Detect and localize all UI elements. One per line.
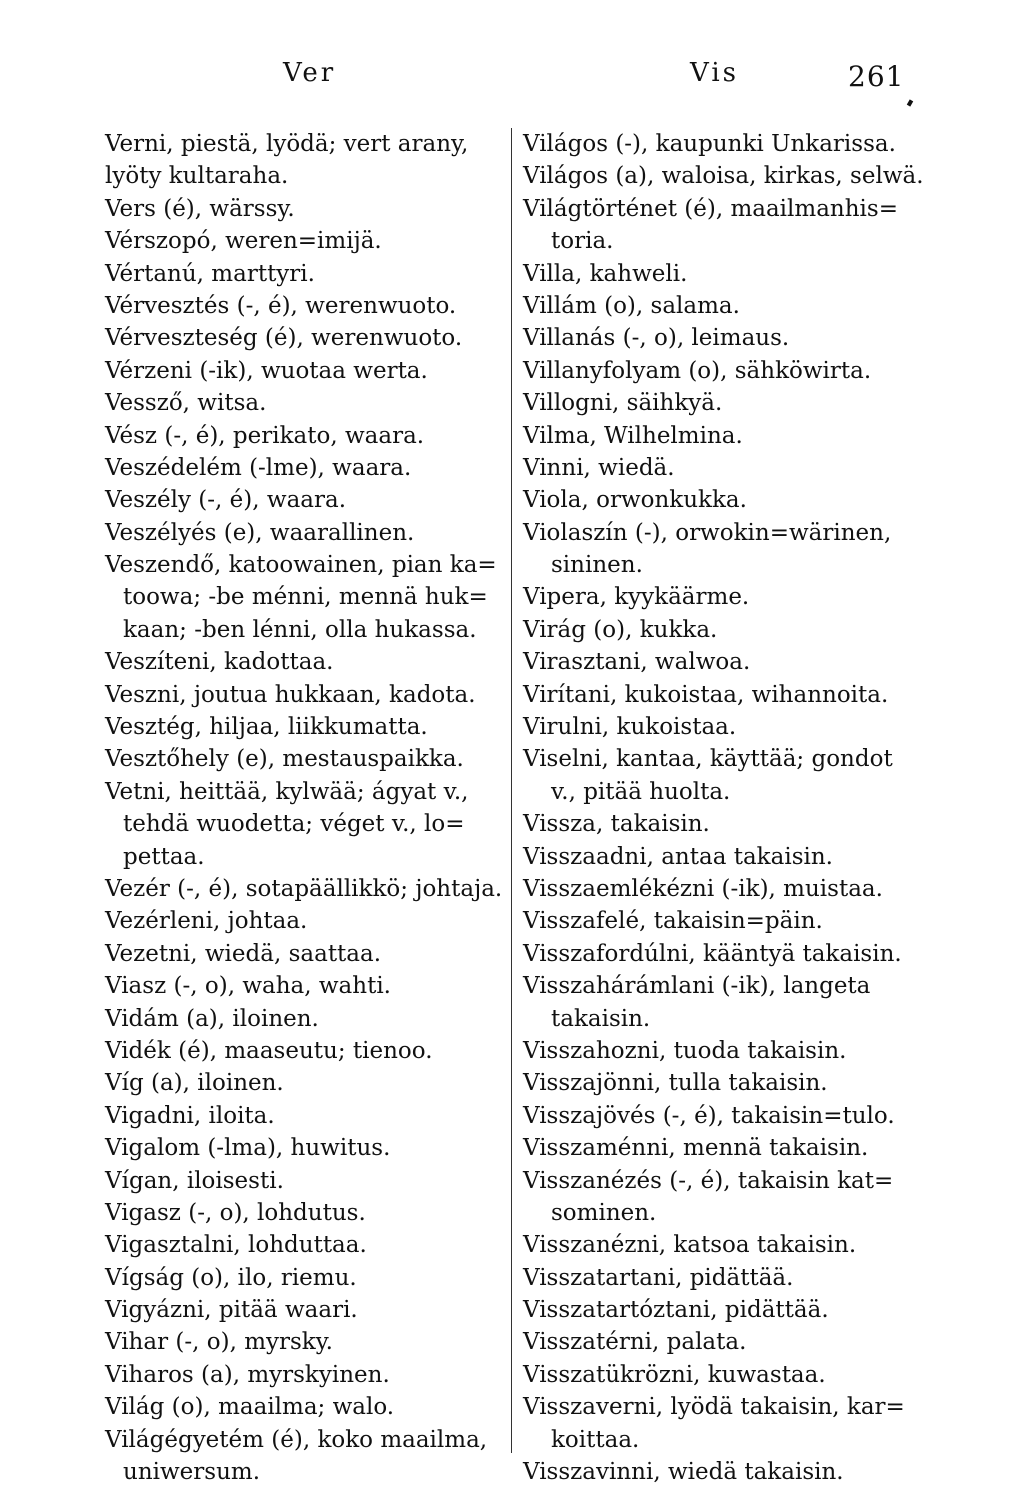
header-last-entry: Vis (690, 58, 739, 88)
entry-continuation-line: takaisin. (551, 1005, 651, 1032)
dictionary-entry-line: Viselni, kantaa, käyttää; gondot (523, 746, 893, 773)
dictionary-entry-line: Vérszopó, weren=imijä. (105, 228, 382, 255)
dictionary-entry-line: Virulni, kukoistaa. (523, 714, 737, 741)
entry-continuation-line: tehdä wuodetta; véget v., lo= (123, 811, 465, 838)
dictionary-entry-line: Visszajövés (-, é), takaisin=tulo. (523, 1102, 895, 1129)
dictionary-entry-line: Világos (a), waloisa, kirkas, selwä. (523, 163, 924, 190)
running-header (0, 58, 1024, 98)
dictionary-entry-line: Vinni, wiedä. (523, 454, 675, 481)
dictionary-entry-line: Visszavinni, wiedä takaisin. (523, 1459, 844, 1486)
dictionary-entry-line: Világégyetém (é), koko maailma, (105, 1426, 488, 1453)
dictionary-entry-line: Vigyázni, pitää waari. (105, 1297, 358, 1324)
entry-continuation-line: sininen. (551, 552, 643, 579)
print-speck (907, 99, 913, 106)
dictionary-entry-line: Veszély (-, é), waara. (105, 487, 347, 514)
dictionary-entry-line: Visszatartóztani, pidättää. (523, 1297, 829, 1324)
dictionary-entry-line: Vihar (-, o), myrsky. (105, 1329, 333, 1356)
dictionary-entry-line: Vissza, takaisin. (523, 811, 710, 838)
dictionary-entry-line: Vigasz (-, o), lohdutus. (105, 1199, 366, 1226)
dictionary-entry-line: Vezetni, wiedä, saattaa. (105, 940, 382, 967)
dictionary-entry-line: Vilma, Wilhelmina. (523, 422, 743, 449)
dictionary-entry-line: Visszanézés (-, é), takaisin kat= (523, 1167, 894, 1194)
entry-continuation-line: uniwersum. (123, 1459, 261, 1486)
dictionary-entry-line: Villanás (-, o), leimaus. (523, 325, 790, 352)
entry-continuation-line: pettaa. (123, 843, 205, 870)
dictionary-entry-line: Vigalom (-lma), huwitus. (105, 1135, 391, 1162)
entry-continuation-line: koittaa. (551, 1426, 640, 1453)
dictionary-entry-line: Verni, piestä, lyödä; vert arany, (105, 131, 469, 157)
dictionary-entry-line: Vígság (o), ilo, riemu. (105, 1264, 357, 1291)
dictionary-entry-line: Vesztőhely (e), mestauspaikka. (105, 746, 464, 773)
dictionary-entry-line: Vértanú, marttyri. (105, 260, 315, 287)
dictionary-entry-line: Vezérleni, johtaa. (105, 908, 308, 935)
dictionary-entry-line: Vezér (-, é), sotapäällikkö; johtaja. (105, 875, 503, 902)
dictionary-entry-line: Veszédelém (-lme), waara. (105, 454, 412, 481)
dictionary-entry-line: Vetni, heittää, kylwää; ágyat v., (105, 778, 469, 805)
dictionary-entry-line: Visszaménni, mennä takaisin. (523, 1135, 869, 1162)
dictionary-entry-line: Visszahozni, tuoda takaisin. (523, 1037, 847, 1064)
dictionary-entry-line: Vérveszteség (é), werenwuoto. (105, 325, 463, 352)
entry-continuation-line: toowa; -be ménni, mennä huk= (123, 584, 488, 611)
dictionary-entry-line: Villogni, säihkyä. (523, 390, 723, 417)
dictionary-entry-line: Vipera, kyykäärme. (523, 584, 750, 611)
dictionary-entry-line: Vidám (a), iloinen. (105, 1005, 319, 1032)
dictionary-entry-line: Világos (-), kaupunki Unkarissa. (523, 131, 896, 157)
dictionary-entry-line: Vers (é), wärssy. (105, 195, 295, 222)
dictionary-entry-line: Virág (o), kukka. (523, 616, 718, 643)
dictionary-entry-line: Vész (-, é), perikato, waara. (105, 422, 425, 449)
dictionary-entry-line: Vessző, witsa. (105, 390, 267, 417)
column-divider (511, 128, 512, 1453)
dictionary-entry-line: Világ (o), maailma; walo. (105, 1394, 395, 1421)
dictionary-entry-line: Visszaemlékézni (-ik), muistaa. (523, 875, 883, 902)
dictionary-entry-line: Viola, orwonkukka. (523, 487, 747, 514)
dictionary-entry-line: Violaszín (-), orwokin=wärinen, (523, 519, 892, 546)
dictionary-entry-line: Vígan, iloisesti. (105, 1167, 284, 1194)
dictionary-entry-line: Vigadni, iloita. (105, 1102, 275, 1129)
dictionary-entry-line: Visszanézni, katsoa takaisin. (523, 1232, 857, 1259)
dictionary-entry-line: Villa, kahweli. (523, 260, 688, 287)
dictionary-entry-line: Veszendő, katoowainen, pian ka= (105, 552, 497, 579)
dictionary-entry-line: Veszíteni, kadottaa. (105, 649, 334, 676)
dictionary-entry-line: Visszatükrözni, kuwastaa. (523, 1361, 826, 1388)
dictionary-entry-line: Vigasztalni, lohduttaa. (105, 1232, 367, 1259)
dictionary-entry-line: Villanyfolyam (o), sähköwirta. (523, 357, 872, 384)
dictionary-entry-line: Vérzeni (-ik), wuotaa werta. (105, 357, 428, 384)
dictionary-entry-line: Villám (o), salama. (523, 292, 740, 319)
dictionary-entry-line: Visszajönni, tulla takaisin. (523, 1070, 828, 1097)
entry-continuation-line: kaan; -ben lénni, olla hukassa. (123, 616, 477, 643)
right-column (523, 128, 923, 1488)
dictionary-entry-line: Veszni, joutua hukkaan, kadota. (105, 681, 476, 708)
dictionary-entry-line: Viasz (-, o), waha, wahti. (105, 973, 391, 1000)
dictionary-entry-line: Vérvesztés (-, é), werenwuoto. (105, 292, 457, 319)
dictionary-entry-line: Visszatartani, pidättää. (523, 1264, 794, 1291)
dictionary-entry-line: Visszaadni, antaa takaisin. (523, 843, 833, 870)
header-first-entry: Ver (283, 58, 337, 88)
dictionary-entry-line: Világtörténet (é), maailmanhis= (523, 195, 898, 222)
dictionary-entry-line: Visszatérni, palata. (523, 1329, 747, 1356)
left-column (105, 128, 505, 1488)
dictionary-entry-line: Viharos (a), myrskyinen. (105, 1361, 390, 1388)
dictionary-entry-line: Virasztani, walwoa. (523, 649, 751, 676)
entry-continuation-line: toria. (551, 228, 614, 255)
dictionary-entry-line: Visszahárámlani (-ik), langeta (523, 973, 871, 1000)
entry-continuation-line: v., pitää huolta. (551, 778, 731, 805)
dictionary-entry-line: Vesztég, hiljaa, liikkumatta. (105, 714, 428, 741)
dictionary-entry-line: lyöty kultaraha. (105, 163, 289, 190)
page-number: 261 (848, 60, 905, 93)
dictionary-entry-line: Víg (a), iloinen. (105, 1070, 284, 1097)
dictionary-entry-line: Veszélyés (e), waarallinen. (105, 519, 415, 546)
dictionary-entry-line: Visszafelé, takaisin=päin. (523, 908, 823, 935)
dictionary-entry-line: Virítani, kukoistaa, wihannoita. (523, 681, 889, 708)
dictionary-entry-line: Visszafordúlni, kääntyä takaisin. (523, 940, 902, 967)
entry-continuation-line: sominen. (551, 1199, 657, 1226)
dictionary-entry-line: Vidék (é), maaseutu; tienoo. (105, 1037, 433, 1064)
dictionary-entry-line: Visszaverni, lyödä takaisin, kar= (523, 1394, 905, 1421)
